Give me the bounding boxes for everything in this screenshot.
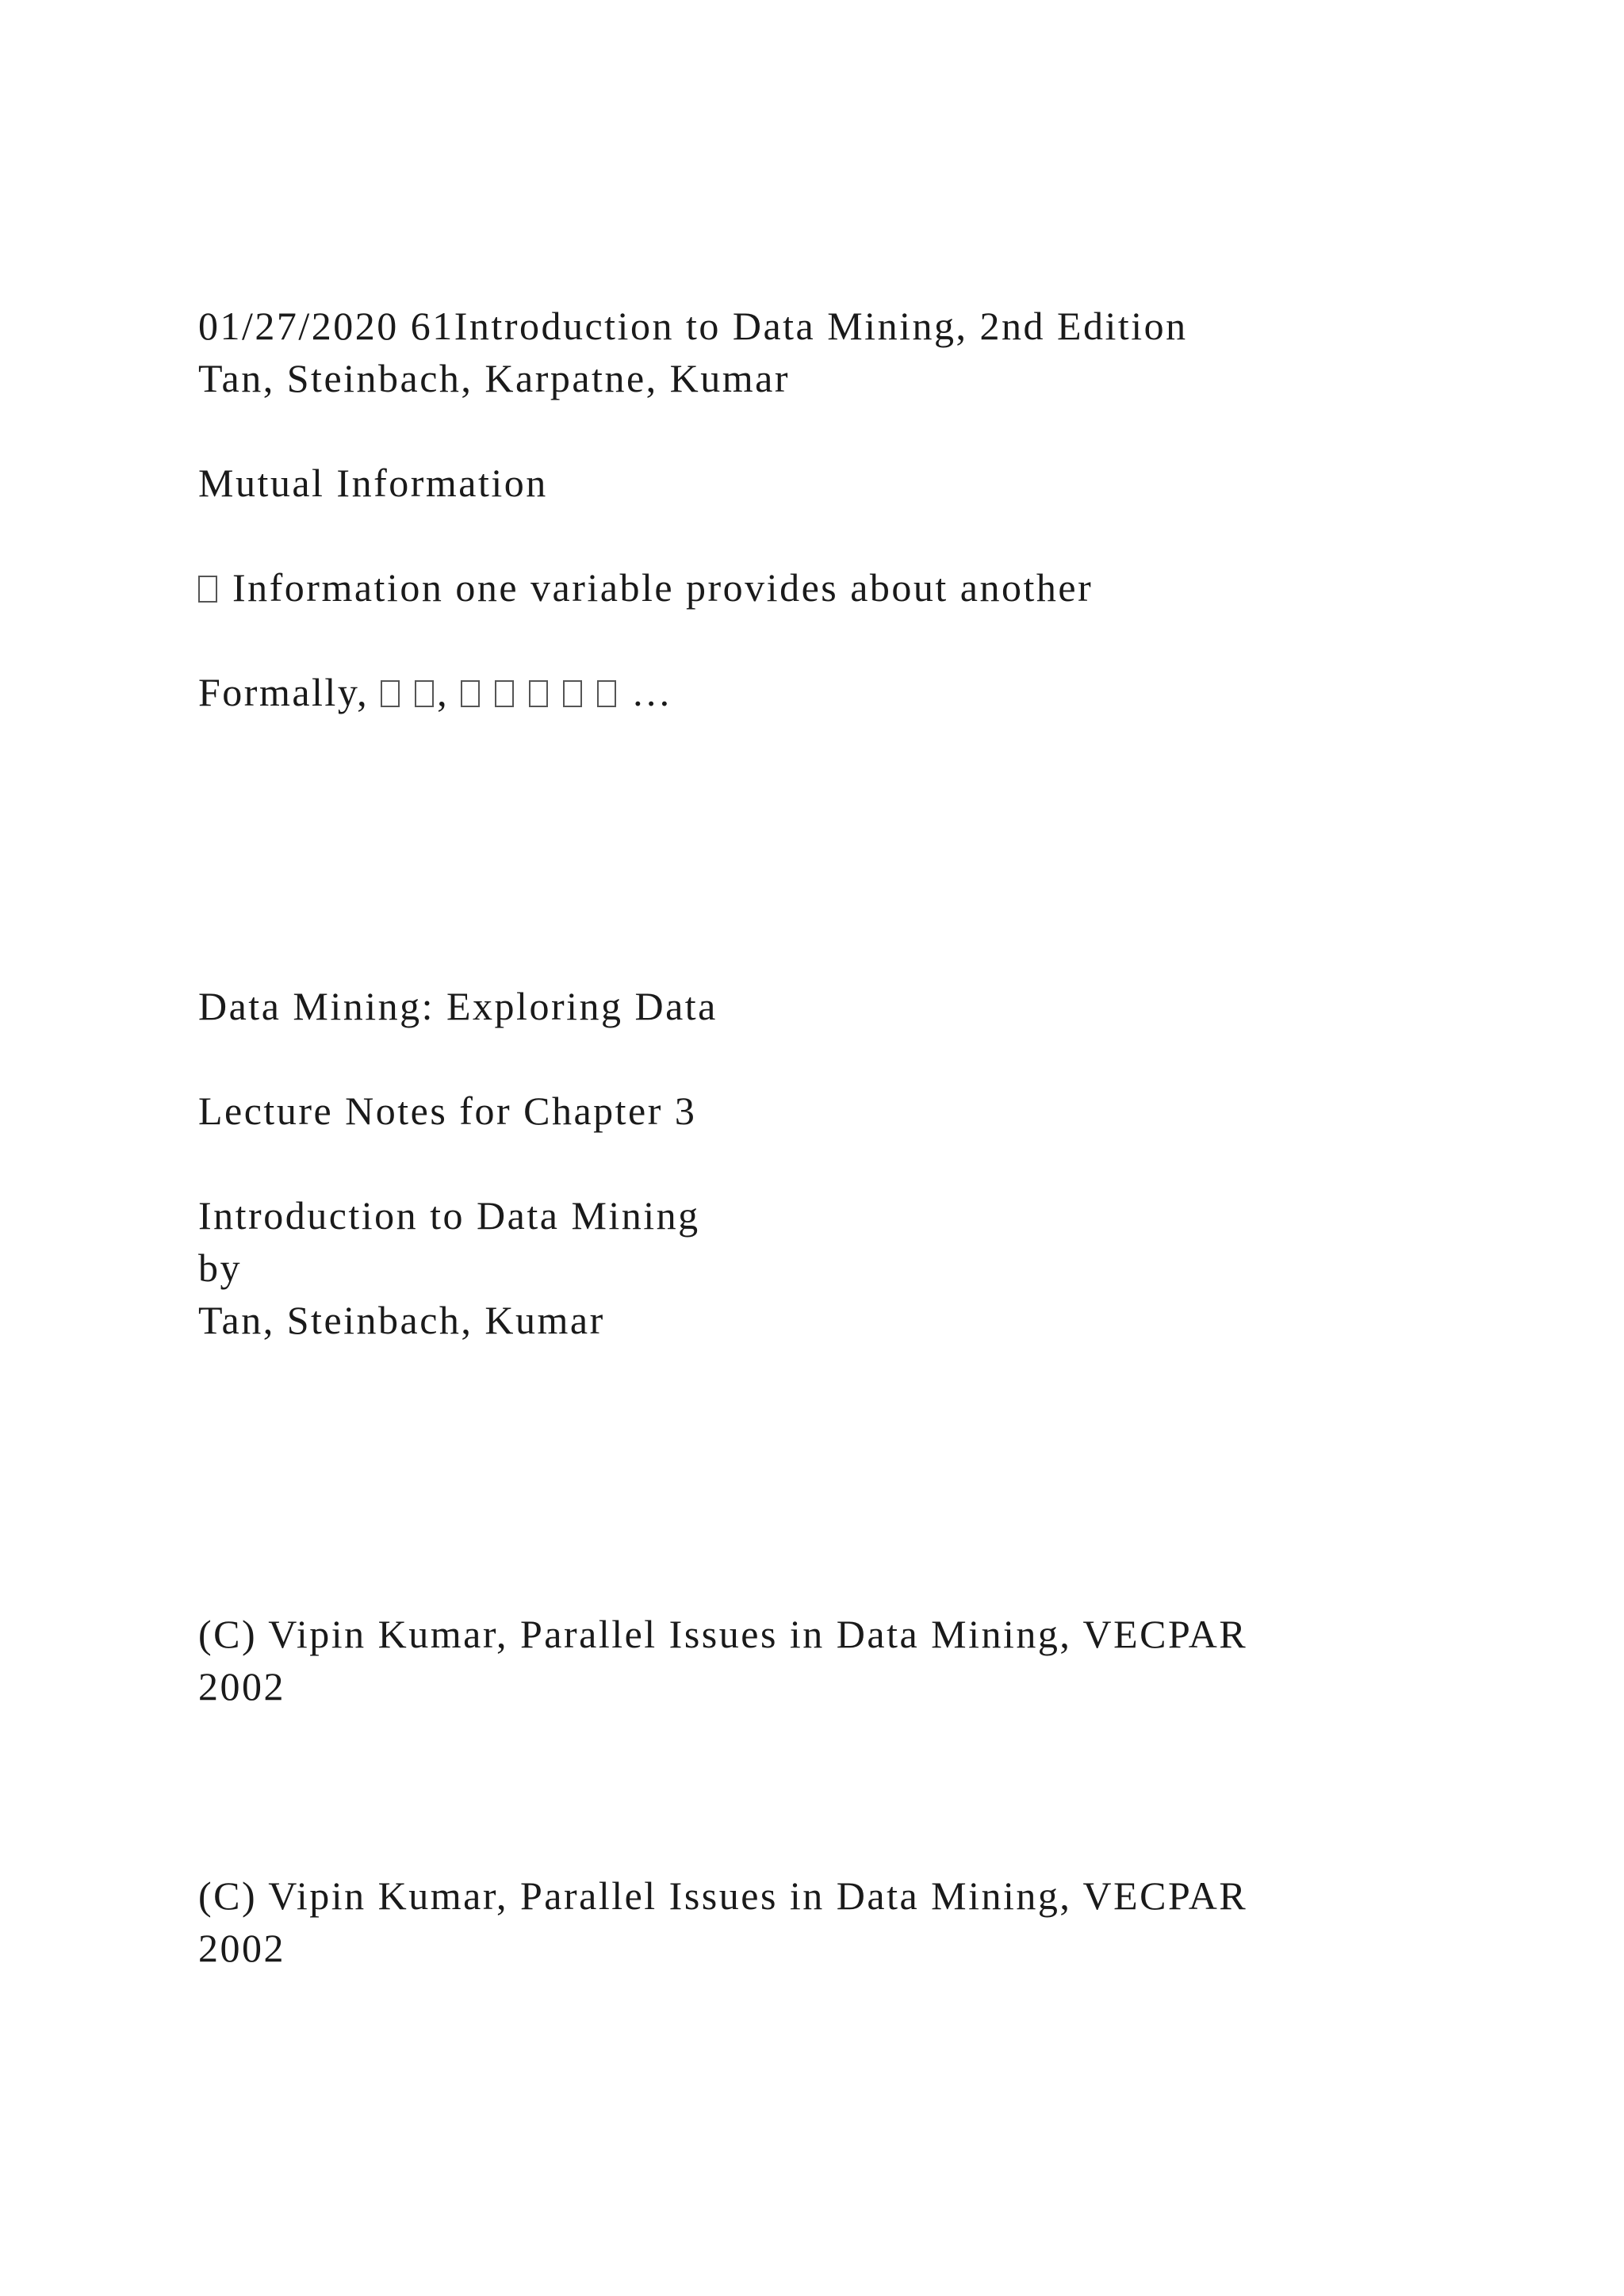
copyright-footer-line-1: (C) Vipin Kumar, Parallel Issues in Data Mining, VECPAR [198,1873,1248,1918]
missing-glyph-icon [597,680,616,707]
formula-comma: , [437,670,450,714]
bullet-line [198,561,1093,614]
lecture-notes-subtitle: Lecture Notes for Chapter 3 [198,1089,697,1133]
missing-glyph-icon [381,680,400,707]
copyright-footer-year: 2002 [198,1664,285,1709]
authors: Tan, Steinbach, Kumar [198,1298,605,1342]
header-line-1: 01/27/2020 61Introduction to Data Mining, 2nd Edition [198,304,1188,348]
by-label: by [198,1246,242,1290]
book-title: Introduction to Data Mining [198,1193,700,1238]
slide-title-exploring-data: Data Mining: Exploring Data [198,984,718,1028]
formula-prefix: Formally, [198,670,370,714]
bullet-text: Information one variable provides about another [232,565,1094,610]
copyright-footer-line-1: (C) Vipin Kumar, Parallel Issues in Data Mining, VECPAR [198,1612,1248,1656]
slide-title-mutual-information: Mutual Information [198,461,548,505]
missing-glyph-icon [495,680,514,707]
bullet-icon [198,576,217,603]
missing-glyph-icon [461,680,480,707]
missing-glyph-icon [529,680,548,707]
formula-ellipsis: … [631,670,673,714]
formula-line [198,666,673,718]
missing-glyph-icon [563,680,582,707]
copyright-footer-year: 2002 [198,1926,285,1970]
missing-glyph-icon [415,680,434,707]
header-line-2: Tan, Steinbach, Karpatne, Kumar [198,356,790,400]
